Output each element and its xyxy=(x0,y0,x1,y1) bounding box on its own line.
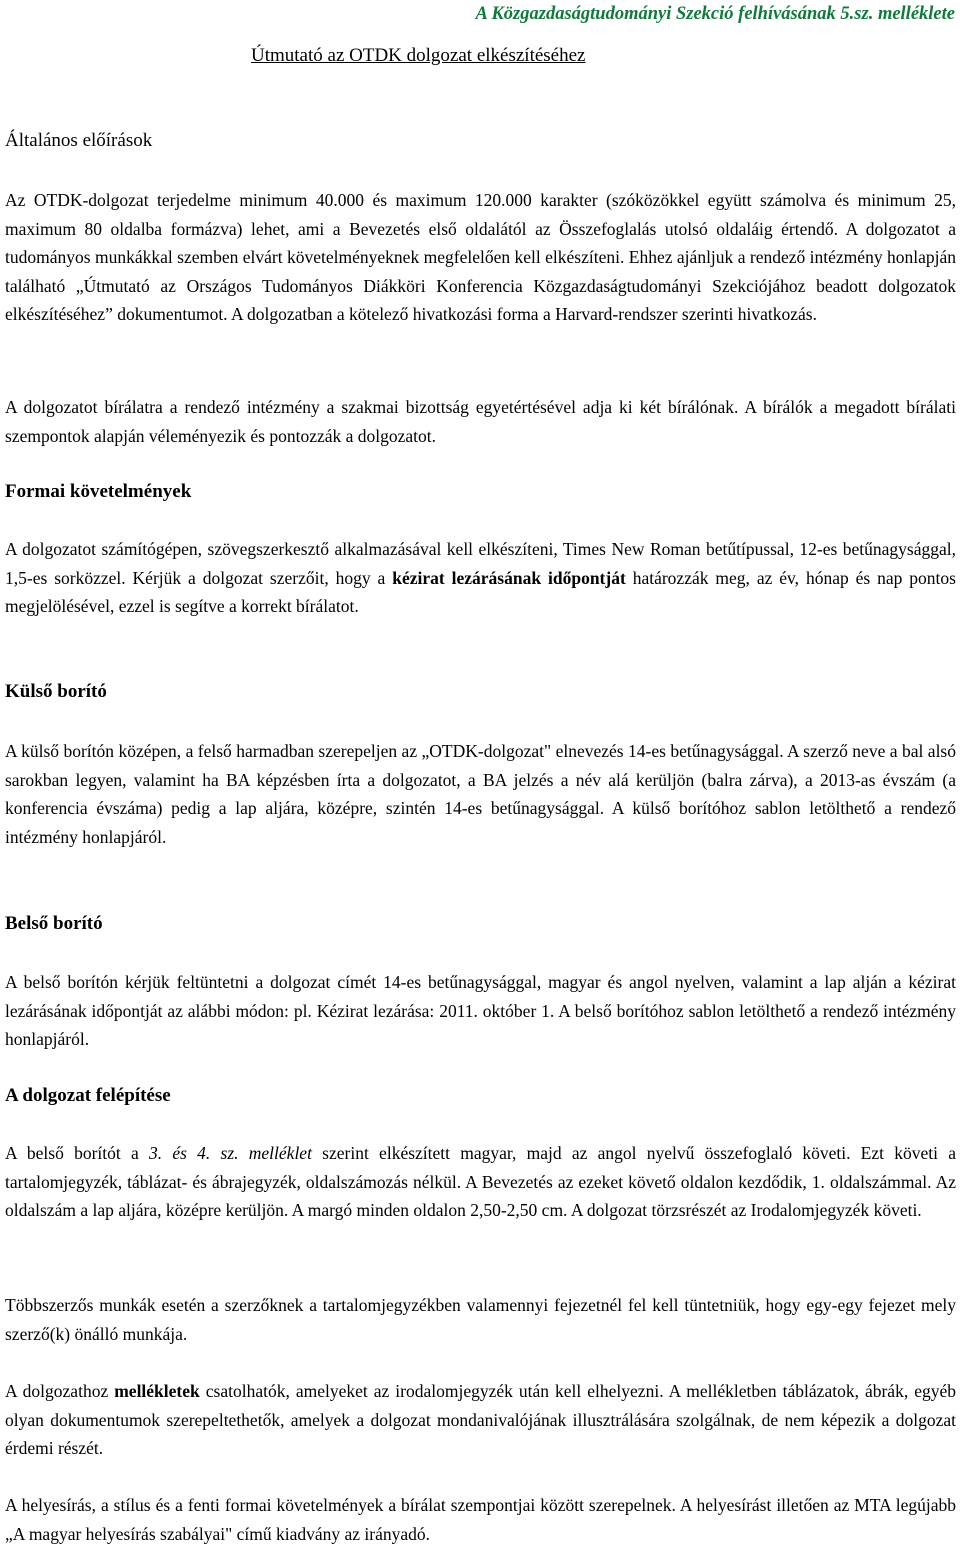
paragraph-general-1: Az OTDK-dolgozat terjedelme minimum 40.000 és maximum 120.000 karakter (szóközökkel együtt számolva és minimum 25, maximum 80 oldalba formázva) lehet, ami a Bevezetés első oldalától az Összefoglalás utolsó oldaláig értendő. A dolgozatot a tudományos munkákkal szemben elvárt követelményeknek megfelelően kell elkészíteni. Ehhez ajánljuk a rendező intézmény honlapján található „Útmutató az Országos Tudományos Diákköri Konferencia Közgazdaságtudományi Szekciójához beadott dolgozatok elkészítéséhez” dokumentumot. A dolgozatban a kötelező hivatkozási forma a Harvard-rendszer szerinti hivatkozás. xyxy=(5,190,956,324)
paragraph-structure-2: Többszerzős munkák esetén a szerzőknek a tartalomjegyzékben valamennyi fejezetnél fel kell tüntetniük, hogy egy-egy fejezet mely szerző(k) önálló munkája. xyxy=(5,1295,956,1344)
section-heading-general: Általános előírások xyxy=(5,130,153,151)
paragraph-structure-1-text-b: szerint elkészített magyar, majd az angol nyelvű összefoglaló követi. Ezt követi a tartalomjegyzék, táblázat- és ábrajegyzék, oldalszámozás nélkül. A Bevezetés az ezeket követő oldalon kezdődik, 1. oldalszámmal. Az oldalszám a lap aljára, középre kerüljön. A margó minden oldalon 2,50-2,50 cm. A dolgozat törzsrészét az Irodalomjegyzék követi. xyxy=(5,1143,956,1220)
paragraph-structure-3-text-a: A dolgozathoz xyxy=(5,1381,115,1401)
paragraph-structure-3-bold: mellékletek xyxy=(114,1381,200,1401)
paragraph-structure-4: A helyesírás, a stílus és a fenti formai követelmények a bírálat szempontjai között szerepelnek. A helyesírást illetően az MTA legújabb „A magyar helyesírás szabályai" című kiadvány az irányadó. xyxy=(5,1495,956,1544)
section-heading-outer-cover: Külső borító xyxy=(5,681,107,702)
paragraph-structure-1-text-a: A belső borítót a xyxy=(5,1143,149,1163)
paragraph-structure-3 xyxy=(5,1377,956,1463)
document-title: Útmutató az OTDK dolgozat elkészítéséhez xyxy=(251,45,586,66)
paragraph-structure-3-text-b: csatolhatók, amelyeket az irodalomjegyzék után kell elhelyezni. A mellékletben táblázatok, ábrák, egyéb olyan dokumentumok szerepeltethetők, amelyek a dolgozat mondanivalójának illusztrálására szolgálnak, de nem képezik a dolgozat érdemi részét. xyxy=(5,1381,956,1458)
paragraph-formal-1-text-a: A dolgozatot számítógépen, szövegszerkesztő alkalmazásával kell elkészíteni, Times New Roman betűtípussal, 12-es betűnagysággal, 1,5-es sorközzel. Kérjük a dolgozat szerzőit, hogy a xyxy=(5,539,956,588)
paragraph-outer-cover-1: A külső borítón középen, a felső harmadban szerepeljen az „OTDK-dolgozat" elnevezés 14-es betűnagysággal. A szerző neve a bal alsó sarokban legyen, valamint ha BA képzésben írta a dolgozatot, a BA jelzés a név alá kerüljön (balra zárva), a 2013-as évszám (a konferencia évszáma) pedig a lap aljára, középre, szintén 14-es betűnagysággal. A külső borítóhoz sablon letölthető a rendező intézmény honlapjáról. xyxy=(5,741,956,847)
appendix-note: A Közgazdaságtudományi Szekció felhívásának 5.sz. melléklete xyxy=(475,4,955,24)
paragraph-general-2: A dolgozatot bírálatra a rendező intézmény a szakmai bizottság egyetértésével adja ki két bírálónak. A bírálók a megadott bírálati szempontok alapján véleményezik és pontozzák a dolgozatot. xyxy=(5,397,956,446)
section-heading-inner-cover: Belső borító xyxy=(5,913,103,934)
paragraph-structure-1 xyxy=(5,1139,956,1225)
paragraph-formal-1-text-b: határozzák meg, az év, hónap és nap pontos megjelölésével, ezzel is segítve a korrekt bírálatot. xyxy=(5,567,956,616)
paragraph-inner-cover-1: A belső borítón kérjük feltüntetni a dolgozat címét 14-es betűnagysággal, magyar és angol nyelven, valamint a lap alján a kézirat lezárásának időpontját az alábbi módon: pl. Kézirat lezárása: 2011. október 1. A belső borítóhoz sablon letölthető a rendező intézmény honlapjáról. xyxy=(5,972,956,1049)
paragraph-formal-1-bold: kézirat lezárásának időpontját xyxy=(392,567,626,588)
section-heading-structure: A dolgozat felépítése xyxy=(5,1085,171,1106)
section-heading-formal: Formai követelmények xyxy=(5,481,192,502)
paragraph-formal-1 xyxy=(5,535,956,621)
paragraph-structure-1-italic: 3. és 4. sz. melléklet xyxy=(149,1143,312,1163)
